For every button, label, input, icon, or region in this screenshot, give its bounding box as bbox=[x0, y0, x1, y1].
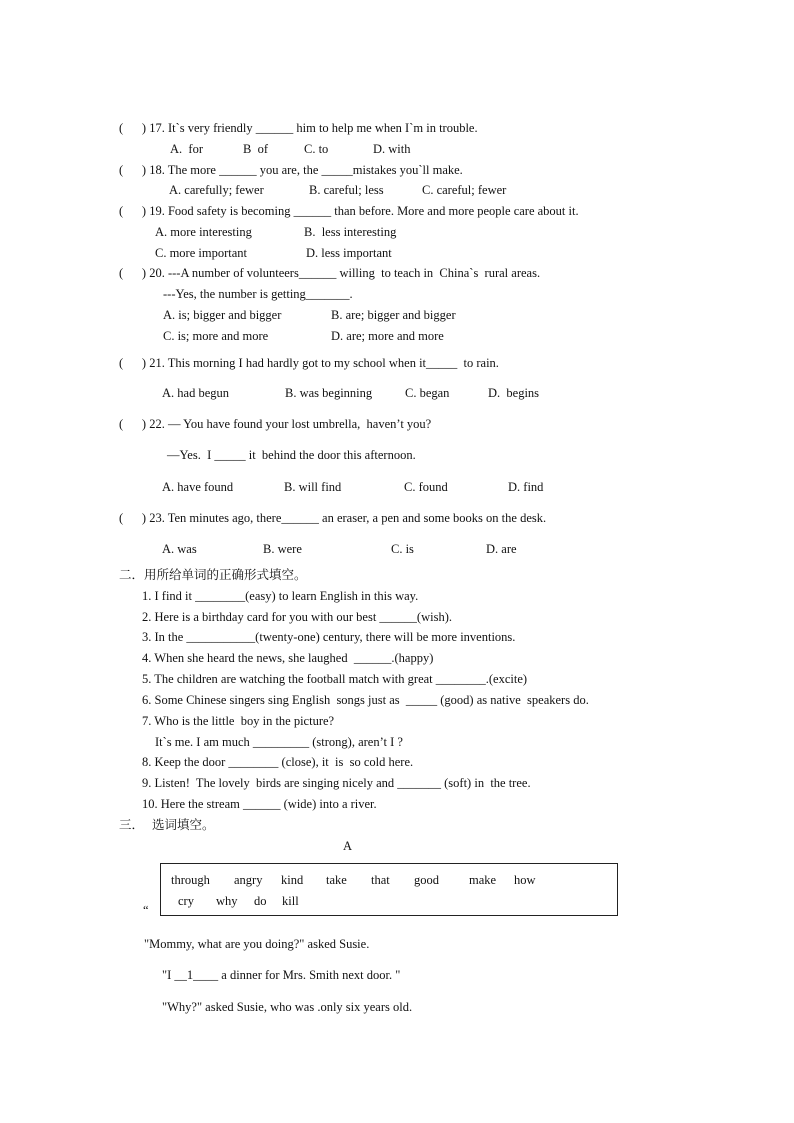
q20-option-a: A. is; bigger and bigger bbox=[163, 308, 282, 322]
part2-item-4: 4. When she heard the news, she laughed ______.(happy) bbox=[142, 651, 434, 665]
q17-option-b: B of bbox=[243, 142, 268, 156]
q18-option-c: C. careful; fewer bbox=[422, 183, 507, 197]
q17-option-c: C. to bbox=[304, 142, 329, 156]
passage-line-1: "Mommy, what are you doing?" asked Susie. bbox=[144, 937, 370, 951]
word-bank-cry: cry bbox=[178, 894, 194, 908]
q22-option-d: D. find bbox=[508, 480, 544, 494]
part2-item-9: 9. Listen! The lovely birds are singing nicely and _______ (soft) in the tree. bbox=[142, 776, 531, 790]
q23-option-d: D. are bbox=[486, 542, 517, 556]
word-bank-do: do bbox=[254, 894, 267, 908]
q19-option-a: A. more interesting bbox=[155, 225, 252, 239]
q20-reply: ---Yes, the number is getting_______. bbox=[163, 287, 353, 301]
q17-option-d: D. with bbox=[373, 142, 411, 156]
q22-reply: —Yes. I _____ it behind the door this afternoon. bbox=[167, 448, 416, 462]
passage-line-3: "Why?" asked Susie, who was .only six years old. bbox=[162, 1000, 413, 1014]
q20-option-d: D. are; more and more bbox=[331, 329, 444, 343]
word-bank-take: take bbox=[326, 873, 347, 887]
question-17-stem: ( ) 17. It`s very friendly ______ him to help me when I`m in trouble. bbox=[119, 121, 478, 135]
q17-option-a: A. for bbox=[170, 142, 203, 156]
q21-option-d: D. begins bbox=[488, 386, 540, 400]
word-bank-that: that bbox=[371, 873, 390, 887]
q22-option-b: B. will find bbox=[284, 480, 342, 494]
q20-option-b: B. are; bigger and bigger bbox=[331, 308, 456, 322]
q23-option-a: A. was bbox=[162, 542, 197, 556]
part2-item-8: 8. Keep the door ________ (close), it is so cold here. bbox=[142, 755, 414, 769]
question-19-stem: ( ) 19. Food safety is becoming ______ than before. More and more people care about it. bbox=[119, 204, 579, 218]
q20-option-c: C. is; more and more bbox=[163, 329, 269, 343]
q19-option-b: B. less interesting bbox=[304, 225, 397, 239]
word-bank-make: make bbox=[469, 873, 497, 887]
word-bank-through: through bbox=[171, 873, 210, 887]
part2-item-3: 3. In the ___________(twenty-one) century, there will be more inventions. bbox=[142, 630, 516, 644]
part3-heading: 三． 选词填空。 bbox=[119, 817, 215, 832]
word-bank-how: how bbox=[514, 873, 536, 887]
q22-option-a: A. have found bbox=[162, 480, 234, 494]
q23-option-c: C. is bbox=[391, 542, 414, 556]
q22-option-c: C. found bbox=[404, 480, 448, 494]
section-label-a: A bbox=[343, 839, 353, 853]
q19-option-d: D. less important bbox=[306, 246, 392, 260]
q21-option-b: B. was beginning bbox=[285, 386, 373, 400]
part2-item-7-answer-line: It`s me. I am much _________ (strong), aren’t I ? bbox=[155, 735, 403, 749]
part2-heading: 二．用所给单词的正确形式填空。 bbox=[119, 567, 307, 582]
question-22-stem: ( ) 22. — You have found your lost umbrella, haven’t you? bbox=[119, 417, 432, 431]
part2-item-1: 1. I find it ________(easy) to learn English in this way. bbox=[142, 589, 419, 603]
q21-option-c: C. began bbox=[405, 386, 450, 400]
part2-item-2: 2. Here is a birthday card for you with our best ______(wish). bbox=[142, 610, 452, 624]
question-18-stem: ( ) 18. The more ______ you are, the _____mistakes you`ll make. bbox=[119, 163, 463, 177]
q18-option-a: A. carefully; fewer bbox=[169, 183, 264, 197]
word-bank-kind: kind bbox=[281, 873, 304, 887]
word-bank-good: good bbox=[414, 873, 439, 887]
stray-quote-mark: “ bbox=[143, 903, 149, 917]
q19-option-c: C. more important bbox=[155, 246, 247, 260]
q21-option-a: A. had begun bbox=[162, 386, 229, 400]
passage-line-2: "I __1____ a dinner for Mrs. Smith next door. " bbox=[162, 968, 401, 982]
part2-item-7: 7. Who is the little boy in the picture? bbox=[142, 714, 335, 728]
part2-item-5: 5. The children are watching the football match with great ________.(excite) bbox=[142, 672, 528, 686]
word-bank-angry: angry bbox=[234, 873, 263, 887]
q18-option-b: B. careful; less bbox=[309, 183, 384, 197]
word-bank-why: why bbox=[216, 894, 238, 908]
part2-item-10: 10. Here the stream ______ (wide) into a river. bbox=[142, 797, 377, 811]
question-21-stem: ( ) 21. This morning I had hardly got to my school when it_____ to rain. bbox=[119, 356, 499, 370]
question-23-stem: ( ) 23. Ten minutes ago, there______ an eraser, a pen and some books on the desk. bbox=[119, 511, 547, 525]
q23-option-b: B. were bbox=[263, 542, 302, 556]
part2-item-6: 6. Some Chinese singers sing English songs just as _____ (good) as native speakers do. bbox=[142, 693, 589, 707]
question-20-stem: ( ) 20. ---A number of volunteers______ willing to teach in China`s rural areas. bbox=[119, 266, 541, 280]
word-bank-kill: kill bbox=[282, 894, 299, 908]
